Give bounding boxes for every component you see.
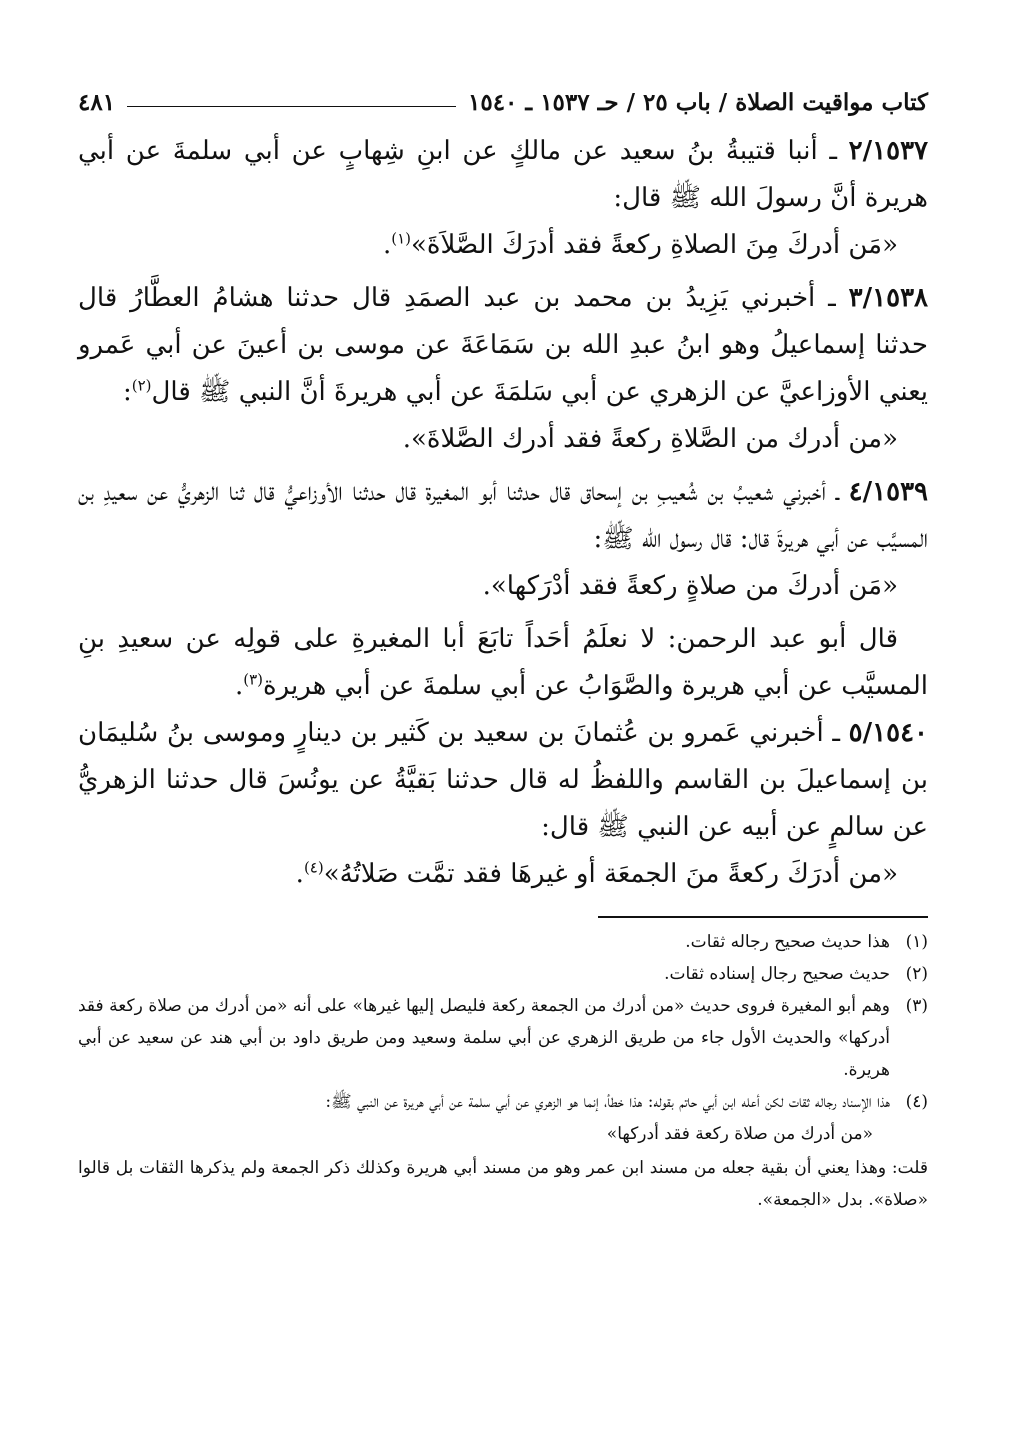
footnote-ref: (١) [391,229,412,248]
author-comment [78,616,928,710]
matn-end: . [382,230,392,260]
comment-end: . [234,671,244,701]
footnote-4 [78,1086,928,1118]
hadith-number: ٥/١٥٤٠ [848,718,928,748]
hadith-1540 [78,710,928,851]
matn-text: «مَن أدركَ مِنَ الصلاةِ ركعةً فقد أدرَكَ الصَّلاَةَ» [411,230,898,260]
footnote-ref: (٣) [243,670,264,689]
footnote-ref: (٢) [131,376,152,395]
hadith-matn [78,563,928,610]
footnote-2 [78,958,928,990]
hadith-matn [78,416,928,463]
hadith-1537 [78,128,928,222]
hadith-isnad: ـ أخبرني شعيبُ بن شُعيبِ بن إسحاق قال حدثنا أبو المغيرة قال حدثنا الأوزاعيُّ قال ثنا الزهريُّ عن سعيدِ بن المسيَّب عن أبي هريرةَ قال: قال رسول الله ﷺ: [78,477,928,554]
hadith-1539 [78,469,928,563]
footnote-separator [598,916,928,918]
matn-text: «من أدرك من الصَّلاةِ ركعةً فقد أدرك الصَّلاةَ». [402,424,898,454]
hadith-isnad: ـ أنبا قتيبةُ بنُ سعيد عن مالكٍ عن ابنِ شِهابٍ عن أبي سلمةَ عن أبي هريرة أنَّ رسولَ الله ﷺ قال: [78,136,928,213]
footnote-text: حديث صحيح رجال إسناده ثقات. [664,964,890,984]
footnote-1 [78,926,928,958]
hadith-matn [78,851,928,898]
document-page [78,82,928,1216]
footnote-text: هذا حديث صحيح رجاله ثقات. [685,932,890,952]
page-number: ٤٨١ [78,88,116,116]
footnote-quote: «من أدرك من صلاة ركعة فقد أدركها» [606,1124,873,1144]
hadith-number: ٢/١٥٣٧ [848,136,928,166]
isnad-end: : [122,377,132,407]
matn-text: «من أدرَكَ ركعةً منَ الجمعَة أو غيرهَا فقد تمَّت صَلاتُهُ» [323,859,898,889]
footnote-number: (١) [905,932,928,952]
hadith-1538 [78,275,928,416]
footnotes [78,926,928,1216]
header-title: كتاب مواقيت الصلاة / باب ٢٥ / حـ ١٥٣٧ ـ ١٥٤٠ [468,88,928,116]
hadith-number: ٣/١٥٣٨ [848,283,928,313]
hadith-isnad: ـ أخبرني يَزِيدُ بن محمد بن عبد الصمَدِ قال حدثنا هشامُ العطَّارُ قال حدثنا إسماعيلُ وهو ابنُ عبدِ الله بن سَمَاعَةَ عن موسى بن أعينَ عن أبي عَمرو يعني الأوزاعيَّ عن الزهري عن أبي سَلمَةَ عن أبي هريرةَ أنَّ النبي ﷺ قال [78,283,928,407]
footnote-ref: (٤) [303,858,324,877]
matn-text: «مَن أدركَ من صلاةٍ ركعةً فقد أدْرَكها». [482,571,898,601]
comment-text: قال أبو عبد الرحمن: لا نعلَمُ أحَداً تابَعَ أبا المغيرةِ على قولِه عن سعيدِ بنِ المسيَّب عن أبي هريرة والصَّوَابُ عن أبي سلمةَ عن أبي هريرة [78,624,928,701]
main-text [78,128,928,898]
footnote-number: (٤) [905,1092,928,1112]
footnote-3 [78,990,928,1086]
hadith-isnad: ـ أخبرني عَمرو بن عُثمانَ بن سعيد بن كَثير بن دينارٍ وموسى بنُ سُليمَان بن إسماعيلَ بن القاسم واللفظُ له قال حدثنا بَقيَّةُ عن يونُسَ قال حدثنا الزهريُّ عن سالمٍ عن أبيه عن النبي ﷺ قال: [78,718,928,842]
footnote-number: (٣) [905,996,928,1016]
footnote-text: هذا الإسناد رجاله ثقات لكن أعله ابن أبي حاتم بقوله: هذا خطأ، إنما هو الزهري عن أبي سلمة عن أبي هريرة عن النبي ﷺ: [325,1092,890,1112]
running-header [78,82,928,122]
matn-end: . [295,859,304,889]
hadith-matn [78,222,928,269]
header-rule [127,106,456,107]
footnote-number: (٢) [905,964,928,984]
hadith-number: ٤/١٥٣٩ [848,477,928,507]
footnote-text: وهم أبو المغيرة فروى حديث «من أدرك من الجمعة ركعة فليصل إليها غيرها» على أنه «من أدرك من صلاة ركعة فقد أدركها» والحديث الأول جاء من طريق الزهري عن أبي سلمة وسعيد ومن طريق داود بن أبي هند عن سعيد عن أبي هريرة. [78,996,890,1080]
footnote-editor-comment: قلت: وهذا يعني أن بقية جعله من مسند ابن عمر وهو من مسند أبي هريرة وكذلك ذكر الجمعة ولم يذكرها الثقات بل قالوا «صلاة». بدل «الجمعة». [78,1158,928,1210]
